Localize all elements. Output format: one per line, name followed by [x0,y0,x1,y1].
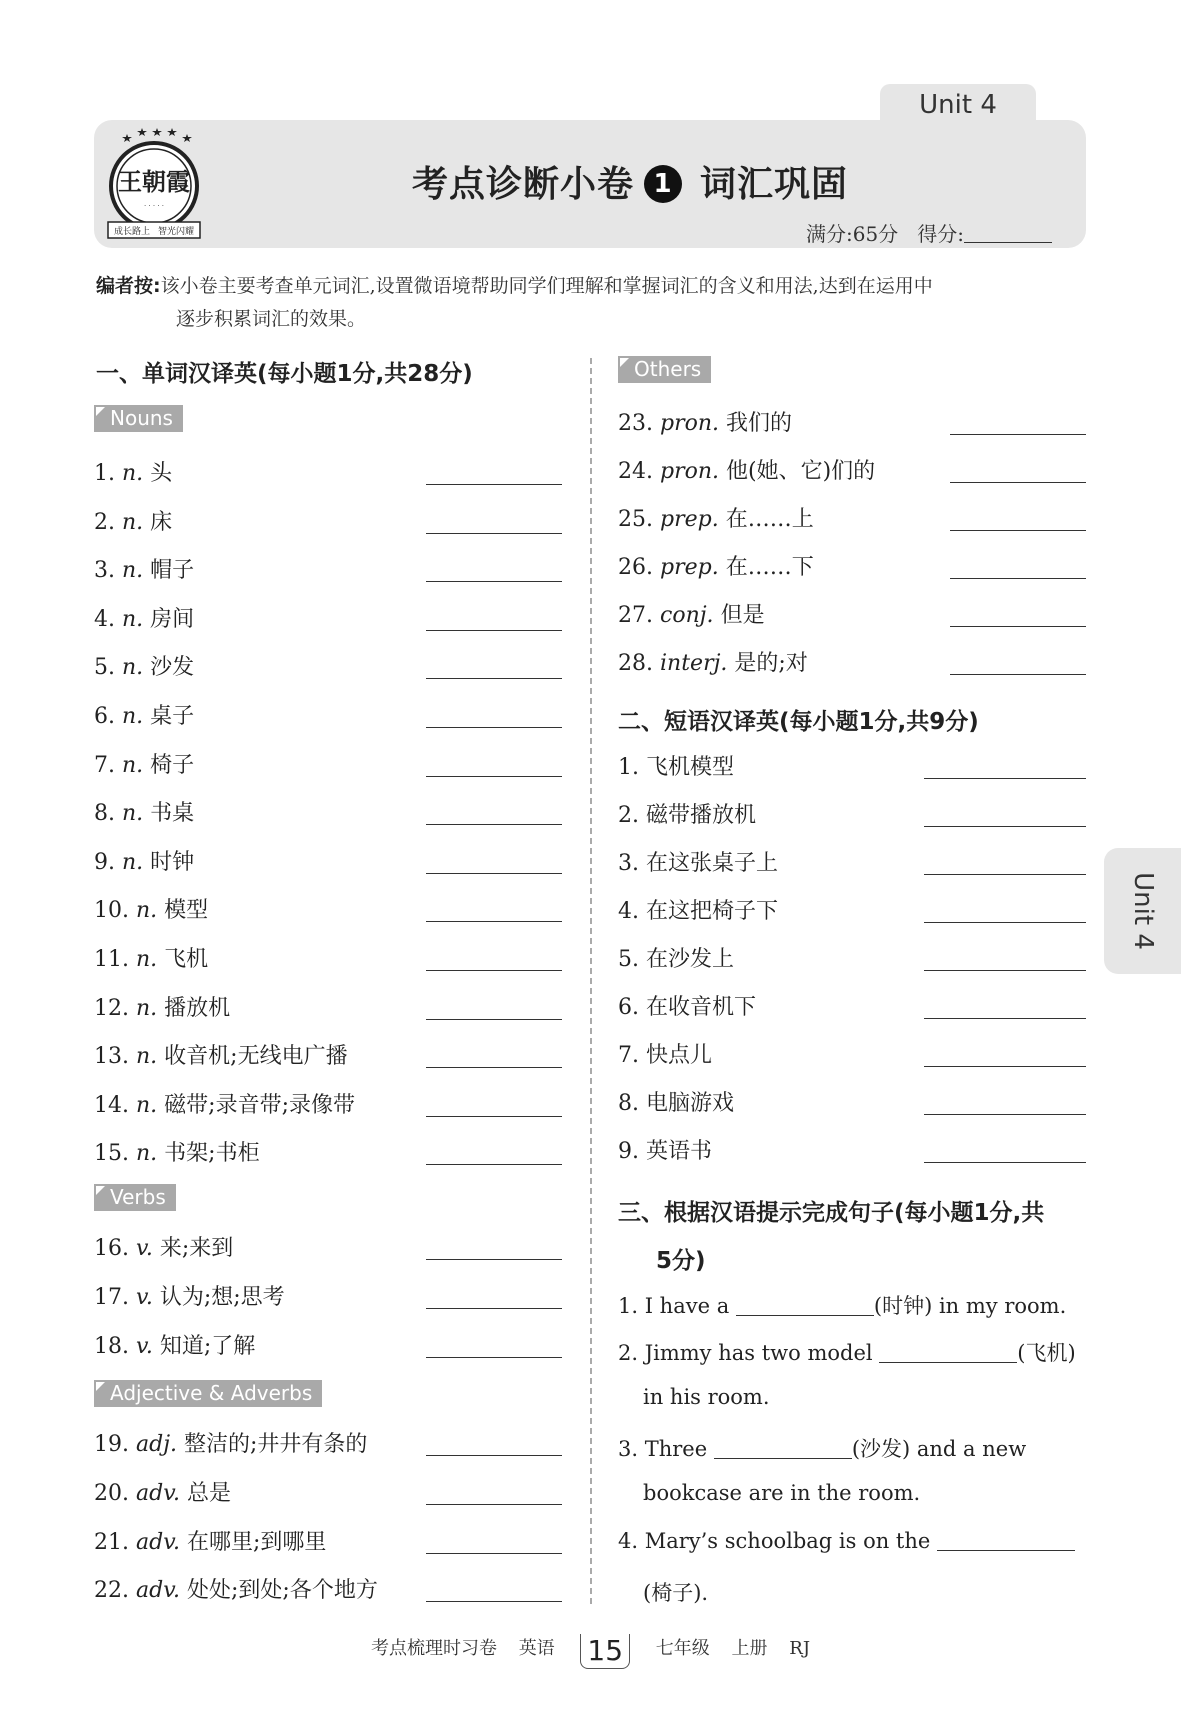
vocab-item: 24. pron. 他(她、它)们的 [618,459,876,484]
answer-blank[interactable] [924,922,1086,923]
tag-verbs: Verbs [94,1184,176,1211]
vocab-item: 9. n. 时钟 [94,849,195,875]
answer-blank[interactable] [924,1066,1086,1067]
vocab-item: 15. n. 书架;书柜 [94,1141,260,1167]
sentence-2: 2. Jimmy has two model (飞机) [618,1341,1076,1365]
phrase-item: 4. 在这把椅子下 [618,899,779,924]
svg-text:智光闪耀: 智光闪耀 [157,227,195,237]
section3-title-line2: 5分) [656,1248,706,1274]
vocab-item: 14. n. 磁带;录音带;录像带 [94,1092,355,1118]
sentence-1: 1. I have a (时钟) in my room. [618,1294,1067,1318]
answer-blank[interactable] [426,1259,562,1260]
answer-blank[interactable] [426,1553,562,1554]
answer-blank[interactable] [426,1116,562,1117]
phrase-item: 5. 在沙发上 [618,947,735,972]
editor-note-line2: 逐步积累词汇的效果。 [176,308,367,330]
answer-blank[interactable] [426,678,562,679]
answer-blank[interactable] [426,630,562,631]
vocab-item: 11. n. 飞机 [94,947,209,972]
vocab-item: 18. v. 知道;了解 [94,1334,256,1359]
answer-blank[interactable] [426,1019,562,1020]
vocab-item: 1. n. 头 [94,461,173,486]
vocab-item: 6. n. 桌子 [94,704,195,729]
answer-blank[interactable] [426,1357,562,1358]
answer-blank[interactable] [426,533,562,534]
vocab-item: 4. n. 房间 [94,606,195,632]
answer-blank[interactable] [924,1018,1086,1019]
sentence-3: 3. Three (沙发) and a new [618,1437,1027,1461]
title-prefix: 考点诊断小卷 [411,164,634,205]
footer-edition: RJ [789,1638,811,1659]
section3-title [618,1194,1044,1227]
page-number: 15 [580,1634,630,1669]
section3-title-line1: 三、根据汉语提示完成句子(每小题1分,共 [618,1200,1045,1226]
section2-title: 二、短语汉译英(每小题1分,共9分) [618,709,979,735]
phrase-item: 6. 在收音机下 [618,995,757,1020]
sentence-2-blank[interactable] [879,1343,1017,1363]
footer-volume: 上册 [731,1638,768,1659]
sentence-3-cont: bookcase are in the room. [643,1481,921,1505]
phrase-item: 2. 磁带播放机 [618,803,757,828]
tag-nouns: Nouns [94,405,183,432]
answer-blank[interactable] [426,484,562,485]
svg-text:成长路上: 成长路上 [113,227,151,237]
answer-blank[interactable] [426,921,562,922]
answer-blank[interactable] [426,1504,562,1505]
editor-note-line1: 该小卷主要考查单元词汇,设置微语境帮助同学们理解和掌握词汇的含义和用法,达到在运用中 [160,275,933,297]
column-divider [590,358,592,1604]
vocab-item: 25. prep. 在……上 [618,507,814,532]
svg-text:王朝霞: 王朝霞 [118,167,190,196]
vocab-item: 17. v. 认为;想;思考 [94,1285,285,1310]
score-line [806,218,1052,247]
answer-blank[interactable] [950,578,1086,579]
phrase-item: 1. 飞机模型 [618,755,735,780]
page-footer [0,1634,1181,1669]
answer-blank[interactable] [426,824,562,825]
vocab-item: 3. n. 帽子 [94,558,195,584]
answer-blank[interactable] [924,778,1086,779]
vocab-item: 23. pron. 我们的 [618,411,793,436]
answer-blank[interactable] [426,873,562,874]
answer-blank[interactable] [924,970,1086,971]
vocab-item: 7. n. 椅子 [94,752,195,778]
vocab-item: 22. adv. 处处;到处;各个地方 [94,1578,378,1603]
full-score-label: 满分:65分 [806,222,899,246]
phrase-item: 8. 电脑游戏 [618,1091,735,1116]
answer-blank[interactable] [950,482,1086,483]
side-unit-tab: Unit 4 [1104,848,1181,974]
vocab-item: 27. conj. 但是 [618,603,765,628]
answer-blank[interactable] [426,776,562,777]
title-suffix: 词汇巩固 [700,164,849,205]
answer-blank[interactable] [924,826,1086,827]
svg-text:· · · · ·: · · · · · [143,202,165,210]
answer-blank[interactable] [426,1308,562,1309]
sentence-4-blank[interactable] [937,1531,1075,1551]
sentence-1-blank[interactable] [736,1296,874,1316]
answer-blank[interactable] [426,1067,562,1068]
vocab-item: 19. adj. 整洁的;井井有条的 [94,1432,368,1457]
answer-blank[interactable] [426,727,562,728]
score-label: 得分: [917,222,965,246]
vocab-item: 2. n. 床 [94,509,173,535]
editor-note [96,270,1086,336]
tag-adjective-adverbs: Adjective & Adverbs [94,1380,322,1407]
answer-blank[interactable] [950,674,1086,675]
page-title [230,156,1030,207]
vocab-item: 21. adv. 在哪里;到哪里 [94,1530,327,1555]
vocab-item: 16. v. 来;来到 [94,1236,234,1261]
footer-grade: 七年级 [655,1638,710,1659]
answer-blank[interactable] [924,1114,1086,1115]
phrase-item: 9. 英语书 [618,1139,713,1164]
vocab-item: 12. n. 播放机 [94,995,231,1021]
answer-blank[interactable] [950,434,1086,435]
footer-book: 考点梳理时习卷 [370,1638,497,1659]
sentence-2-cont: in his room. [643,1385,770,1409]
title-number-badge: 1 [644,165,682,203]
vocab-item: 20. adv. 总是 [94,1481,232,1506]
sentence-4-cont: (椅子). [643,1581,709,1605]
vocab-item: 5. n. 沙发 [94,655,195,681]
answer-blank[interactable] [924,874,1086,875]
answer-blank[interactable] [426,581,562,582]
answer-blank[interactable] [950,626,1086,627]
vocab-item: 13. n. 收音机;无线电广播 [94,1044,348,1070]
tag-others: Others [618,356,711,383]
editor-note-label: 编者按: [96,275,161,297]
answer-blank[interactable] [426,970,562,971]
publisher-logo [102,128,206,244]
answer-blank[interactable] [426,1455,562,1456]
answer-blank[interactable] [426,1164,562,1165]
score-blank[interactable] [964,225,1052,243]
unit-tab: Unit 4 [880,84,1036,126]
vocab-item: 26. prep. 在……下 [618,555,814,580]
answer-blank[interactable] [426,1601,562,1602]
footer-subject: 英语 [518,1638,555,1659]
phrase-item: 7. 快点儿 [618,1043,713,1068]
vocab-item: 28. interj. 是的;对 [618,651,808,676]
sentence-3-blank[interactable] [714,1439,852,1459]
answer-blank[interactable] [924,1162,1086,1163]
section1-title: 一、单词汉译英(每小题1分,共28分) [96,361,473,387]
phrase-item: 3. 在这张桌子上 [618,851,779,876]
vocab-item: 8. n. 书桌 [94,801,195,827]
vocab-item: 10. n. 模型 [94,898,209,924]
sentence-4: 4. Mary’s schoolbag is on the [618,1529,1075,1553]
answer-blank[interactable] [950,530,1086,531]
